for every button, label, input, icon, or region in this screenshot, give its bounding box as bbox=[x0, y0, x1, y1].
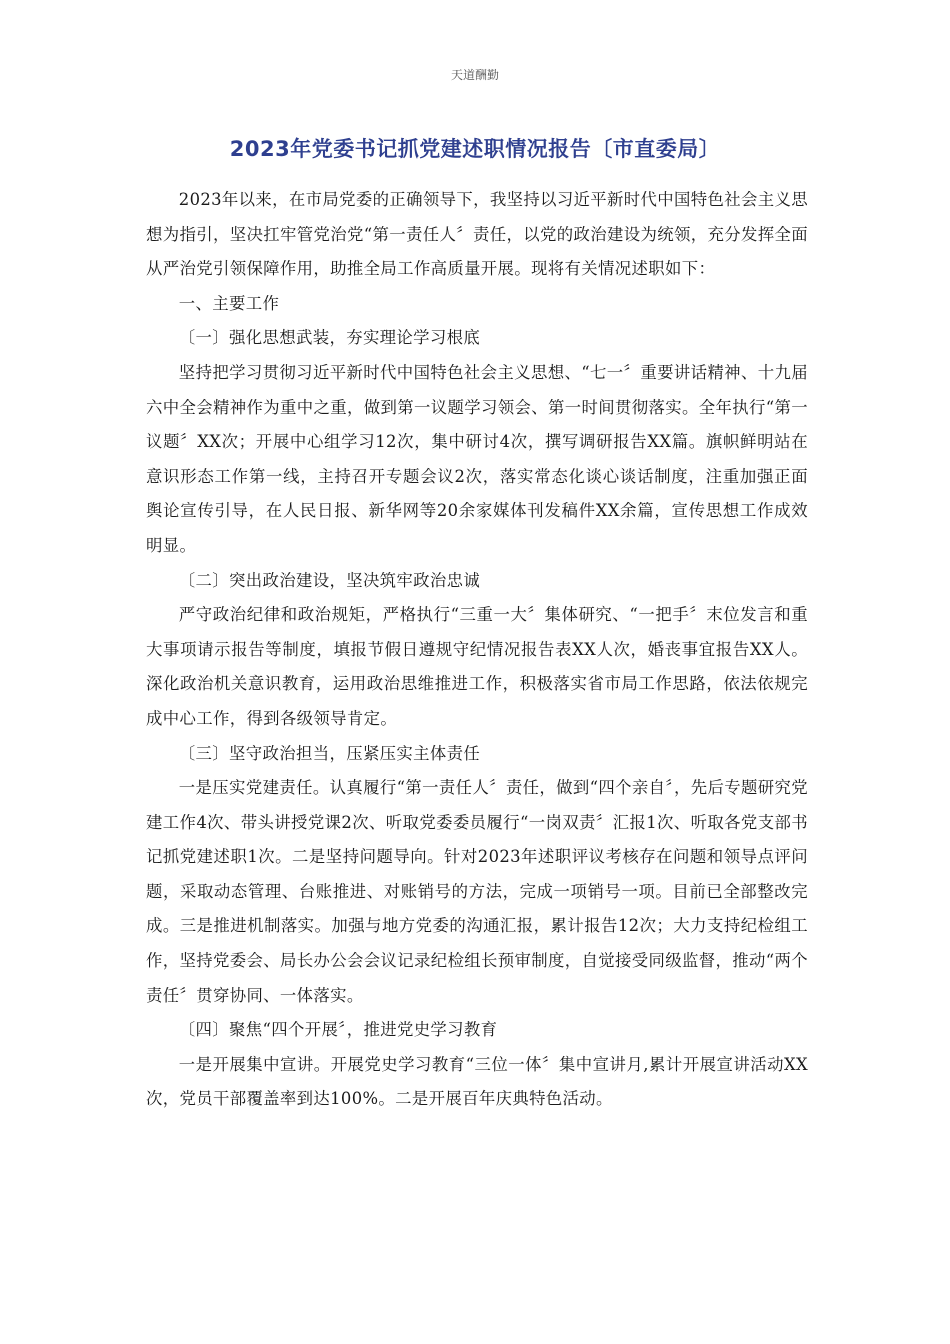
section-heading-main-work: 一、主要工作 bbox=[178, 293, 280, 313]
subsection-heading-4: 〔四〕聚焦“四个开展〞，推进党史学习教育 bbox=[178, 1020, 498, 1040]
intro-paragraph: 2023年以来，在市局党委的正确领导下，我坚持以习近平新时代中国特色社会主义思想为指引，坚决扛牢管党治党“第一责任人〞责任，以党的政治建设为统领，充分发挥全面从严治党引领保障作用，助推全局工作高质量开展。现将有关情况述职如下： bbox=[146, 190, 808, 279]
header-watermark: 天道酬勤 bbox=[450, 68, 499, 82]
subsection-heading-1: 〔一〕强化思想武装，夯实理论学习根底 bbox=[178, 328, 481, 348]
subsection-heading-3: 〔三〕坚守政治担当，压紧压实主体责任 bbox=[178, 743, 481, 763]
subsection-paragraph-4: 一是开展集中宣讲。开展党史学习教育“三位一体〞集中宣讲月,累计开展宣讲活动XX次，党员干部覆盖率到达100%。二是开展百年庆典特色活动。 bbox=[146, 1054, 808, 1109]
subsection-paragraph-3: 一是压实党建责任。认真履行“第一责任人〞责任，做到“四个亲自〞，先后专题研究党建工作4次、带头讲授党课2次、听取党委委员履行“一岗双责〞汇报1次、听取各党支部书记抓党建述职1次。二是坚持问题导向。针对2023年述职评议考核存在问题和领导点评问题，采取动态管理、台账推进、对账销号的方法，完成一项销号一项。目前已全部整改完成。三是推进机制落实。加强与地方党委的沟通汇报，累计报告12次；大力支持纪检组工作，坚持党委会、局长办公会会议记录纪检组长预审制度，自觉接受同级监督，推动“两个责任〞贯穿协同、一体落实。 bbox=[146, 778, 808, 1005]
document-body bbox=[146, 183, 808, 1117]
document-title: 2023年党委书记抓党建述职情况报告〔市直委局〕 bbox=[229, 137, 721, 161]
subsection-paragraph-1: 坚持把学习贯彻习近平新时代中国特色社会主义思想、“七一〞重要讲话精神、十九届六中全会精神作为重中之重，做到第一议题学习领会、第一时间贯彻落实。全年执行“第一议题〞XX次；开展中心组学习12次，集中研讨4次，撰写调研报告XX篇。旗帜鲜明站在意识形态工作第一线，主持召开专题会议2次，落实常态化谈心谈话制度，注重加强正面舆论宣传引导，在人民日报、新华网等20余家媒体刊发稿件XX余篇，宣传思想工作成效明显。 bbox=[146, 362, 808, 555]
subsection-heading-2: 〔二〕突出政治建设，坚决筑牢政治忠诚 bbox=[178, 570, 481, 590]
subsection-paragraph-2: 严守政治纪律和政治规矩，严格执行“三重一大〞集体研究、“一把手〞末位发言和重大事项请示报告等制度，填报节假日遵规守纪情况报告表XX人次，婚丧事宜报告XX人。深化政治机关意识教育，运用政治思维推进工作，积极落实省市局工作思路，依法依规完成中心工作，得到各级领导肯定。 bbox=[146, 605, 808, 728]
